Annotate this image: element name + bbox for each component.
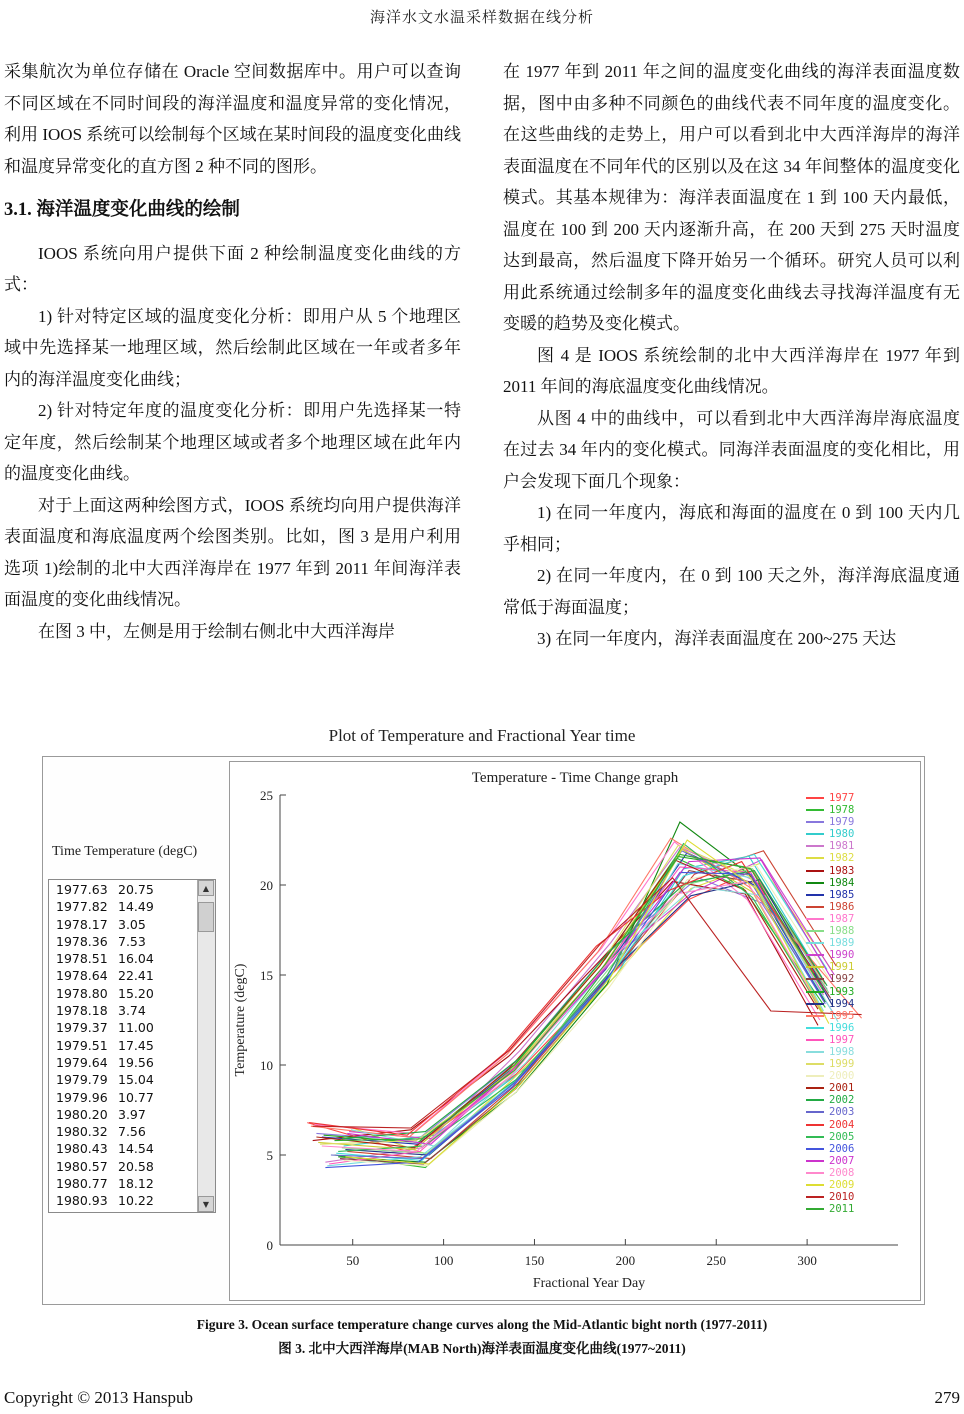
legend-line-swatch — [806, 1039, 824, 1041]
legend-entry — [806, 1034, 916, 1046]
temperature-list-rows — [49, 881, 195, 1210]
legend-entry — [806, 949, 916, 961]
legend-entry — [806, 961, 916, 973]
list-item[interactable]: 1978.36 7.53 — [56, 933, 146, 949]
footer-copyright: Copyright © 2013 Hanspub — [4, 1388, 194, 1407]
legend-year-label: 1978 — [829, 804, 855, 817]
legend-entry — [806, 901, 916, 913]
scrollbar-up-arrow-icon[interactable]: ▲ — [198, 880, 214, 896]
section-heading: 3.1. 海洋温度变化曲线的绘制 — [4, 200, 240, 220]
legend-entry — [806, 913, 916, 925]
legend-line-swatch — [806, 1015, 824, 1017]
legend-entry — [806, 925, 916, 937]
x-tick-label: 300 — [797, 1253, 817, 1268]
series-line-1988 — [342, 869, 829, 1153]
legend-year-label: 1977 — [829, 792, 855, 804]
x-axis-label: Fractional Year Day — [532, 1276, 646, 1291]
legend-year-label: 1983 — [829, 864, 855, 877]
legend-line-swatch — [806, 1184, 824, 1186]
legend-line-swatch — [806, 1051, 824, 1053]
list-scrollbar[interactable] — [197, 880, 215, 1212]
legend-entry — [806, 1094, 916, 1106]
legend-year-label: 1979 — [829, 816, 855, 829]
legend-entry — [806, 1179, 916, 1191]
legend-entry — [806, 792, 916, 804]
list-item[interactable]: 1978.64 22.41 — [56, 968, 154, 984]
legend-entry — [806, 1167, 916, 1179]
list-item[interactable]: 1980.43 14.54 — [56, 1141, 154, 1157]
list-item[interactable]: 1979.64 19.56 — [56, 1054, 154, 1070]
legend-year-label: 1980 — [829, 828, 855, 841]
legend-line-swatch — [806, 930, 824, 932]
paragraph: 2) 在同一年度内，在 0 到 100 天之外，海洋海底温度通常低于海面温度； — [503, 566, 960, 617]
legend-line-swatch — [806, 991, 824, 993]
series-line-2004 — [309, 862, 814, 1136]
legend-year-label: 1982 — [829, 852, 855, 865]
scrollbar-down-arrow-icon[interactable]: ▼ — [198, 1196, 214, 1212]
legend-entry — [806, 1106, 916, 1118]
series-line-1998 — [351, 887, 838, 1146]
legend-line-swatch — [806, 978, 824, 980]
legend-line-swatch — [806, 966, 824, 968]
list-item[interactable]: 1979.51 17.45 — [56, 1037, 154, 1053]
paragraph: 对于上面这两种绘图方式，IOOS 系统均向用户提供海洋表面温度和海底温度两个绘图类别。比如，图 3 是用户利用选项 1)绘制的北中大西洋海岸在 1977 年到 2011 年间海洋表面温度的变化曲线情况。 — [4, 495, 461, 609]
paragraph: 在图 3 中，左侧是用于绘制右侧北中大西洋海岸 — [38, 621, 395, 641]
legend-line-swatch — [806, 1124, 824, 1126]
paragraph: 1) 针对特定区域的温度变化分析：即用户从 5 个地理区域中先选择某一地理区域，然后绘制此区域在一年或者多年内的海洋温度变化曲线； — [4, 306, 461, 389]
legend-year-label: 2001 — [829, 1082, 855, 1095]
y-tick-label: 25 — [260, 788, 273, 803]
page-header-title: 海洋水文水温采样数据在线分析 — [369, 10, 594, 26]
legend-line-swatch — [806, 918, 824, 920]
legend-line-swatch — [806, 1160, 824, 1162]
legend-year-label: 1999 — [829, 1058, 855, 1071]
legend-line-swatch — [806, 870, 824, 872]
legend-year-label: 1997 — [829, 1033, 855, 1046]
legend-line-swatch — [806, 809, 824, 811]
scrollbar-thumb[interactable] — [198, 902, 214, 932]
legend-year-label: 2005 — [829, 1130, 855, 1143]
legend-entry — [806, 1119, 916, 1131]
legend-entry — [806, 1058, 916, 1070]
y-tick-label: 20 — [260, 878, 273, 893]
legend-entry — [806, 804, 916, 816]
y-tick-label: 15 — [260, 968, 273, 983]
legend-line-swatch — [806, 857, 824, 859]
legend-year-label: 2011 — [829, 1203, 855, 1216]
legend-entry — [806, 1191, 916, 1203]
legend-line-swatch — [806, 1208, 824, 1210]
legend-line-swatch — [806, 845, 824, 847]
legend-line-swatch — [806, 1087, 824, 1089]
legend-year-label: 1981 — [829, 840, 855, 853]
legend-year-label: 1992 — [829, 973, 855, 986]
y-tick-label: 5 — [266, 1148, 273, 1163]
legend-year-label: 1985 — [829, 888, 855, 901]
legend-line-swatch — [806, 1027, 824, 1029]
legend-entry — [806, 1143, 916, 1155]
legend-entry — [806, 937, 916, 949]
legend-year-label: 2009 — [829, 1179, 855, 1191]
legend-year-label: 2007 — [829, 1154, 855, 1167]
legend-year-label: 1988 — [829, 925, 855, 938]
legend-line-swatch — [806, 1148, 824, 1150]
x-tick-label: 200 — [615, 1253, 636, 1268]
legend-line-swatch — [806, 1063, 824, 1065]
list-item[interactable]: 1980.93 10.22 — [56, 1193, 154, 1209]
legend-line-swatch — [806, 906, 824, 908]
legend-year-label: 1993 — [829, 985, 855, 998]
paragraph: 从图 4 中的曲线中，可以看到北中大西洋海岸海底温度在过去 34 年内的变化模式。同海洋表面温度的变化相比，用户会发现下面几个现象： — [503, 408, 960, 491]
list-item[interactable]: 1980.32 7.56 — [56, 1124, 146, 1140]
legend-line-swatch — [806, 833, 824, 835]
list-item[interactable]: 1980.57 20.58 — [56, 1158, 154, 1174]
list-item[interactable]: 1980.20 3.97 — [56, 1106, 146, 1122]
chart-legend — [806, 792, 916, 1215]
legend-entry — [806, 1046, 916, 1058]
legend-year-label: 2003 — [829, 1106, 855, 1119]
y-tick-label: 0 — [266, 1238, 273, 1253]
legend-entry — [806, 816, 916, 828]
figure-caption-zh: 图 3. 北中大西洋海岸(MAB North)海洋表面温度变化曲线(1977~2011) — [278, 1341, 686, 1356]
legend-line-swatch — [806, 1003, 824, 1005]
legend-line-swatch — [806, 797, 824, 799]
series-line-1999 — [320, 845, 822, 1144]
left-column — [4, 56, 461, 647]
list-item[interactable]: 1979.79 15.04 — [56, 1072, 154, 1088]
legend-year-label: 2008 — [829, 1166, 855, 1179]
legend-year-label: 1991 — [829, 961, 855, 974]
legend-entry — [806, 986, 916, 998]
legend-line-swatch — [806, 1172, 824, 1174]
right-column — [503, 56, 960, 655]
list-item[interactable]: 1977.82 14.49 — [56, 899, 154, 915]
paragraph: 2) 针对特定年度的温度变化分析：即用户先选择某一特定年度，然后绘制某个地理区域或者多个地理区域在此年内的温度变化曲线。 — [4, 401, 461, 483]
legend-year-label: 2006 — [829, 1142, 855, 1155]
legend-year-label: 1987 — [829, 912, 855, 925]
series-line-2000 — [344, 865, 829, 1166]
series-line-1987 — [315, 842, 820, 1134]
legend-line-swatch — [806, 1111, 824, 1113]
legend-line-swatch — [806, 1136, 824, 1138]
list-item[interactable]: 1978.51 16.04 — [56, 951, 154, 967]
legend-entry — [806, 1010, 916, 1022]
legend-entry — [806, 998, 916, 1010]
legend-year-label: 1984 — [829, 876, 855, 889]
graph-title: Temperature - Time Change graph — [471, 770, 679, 786]
legend-year-label: 1986 — [829, 900, 855, 913]
legend-entry — [806, 1203, 916, 1215]
legend-entry — [806, 840, 916, 852]
legend-entry — [806, 852, 916, 864]
legend-entry — [806, 865, 916, 877]
legend-entry — [806, 1022, 916, 1034]
legend-year-label: 1996 — [829, 1021, 855, 1034]
legend-year-label: 1995 — [829, 1009, 855, 1022]
legend-line-swatch — [806, 821, 824, 823]
x-tick-label: 250 — [706, 1253, 726, 1268]
legend-line-swatch — [806, 882, 824, 884]
legend-year-label: 2004 — [829, 1118, 855, 1131]
legend-year-label: 1989 — [829, 937, 855, 950]
paragraph: 采集航次为单位存储在 Oracle 空间数据库中。用户可以查询不同区域在不同时间段的海洋温度和温度异常的变化情况，利用 IOOS 系统可以绘制每个区域在某时间段的温度变化曲线和温度异常变化的直方图 2 种不同的图形。 — [4, 62, 461, 176]
list-item[interactable]: 1978.80 15.20 — [56, 985, 154, 1001]
y-axis-label: Temperature (degC) — [233, 963, 248, 1077]
list-item[interactable]: 1978.18 3.74 — [56, 1003, 146, 1019]
paragraph: 在 1977 年到 2011 年之间的温度变化曲线的海洋表面温度数据，图中由多种不同颜色的曲线代表不同年度的温度变化。在这些曲线的走势上，用户可以看到北中大西洋海岸的海洋表面温度在不同年代的区别以及在这 34 年间整体的温度变化模式。其基本规律为：海洋表面温度在 1 到 100 天内最低，温度在 100 到 200 天内逐渐升高，在 200 天到 275 天时温度达到最高，然后温度下降开始另一个循环。研究人员可以利用此系统通过绘制多年的温度变化曲线去寻找海洋温度有无变暖的趋势及变化模式。 — [503, 62, 960, 333]
list-item[interactable]: 1977.63 20.75 — [56, 882, 154, 897]
legend-year-label: 2000 — [829, 1070, 855, 1083]
legend-entry — [806, 877, 916, 889]
legend-line-swatch — [806, 1099, 824, 1101]
legend-entry — [806, 1131, 916, 1143]
x-tick-label: 150 — [524, 1253, 545, 1268]
x-tick-label: 100 — [433, 1253, 454, 1268]
paragraph: IOOS 系统向用户提供下面 2 种绘制温度变化曲线的方式： — [4, 243, 461, 294]
list-label: Time Temperature (degC) — [52, 844, 198, 859]
x-tick-label: 50 — [346, 1253, 360, 1268]
legend-entry — [806, 889, 916, 901]
legend-line-swatch — [806, 1075, 824, 1077]
legend-line-swatch — [806, 1196, 824, 1198]
legend-line-swatch — [806, 942, 824, 944]
legend-year-label: 1990 — [829, 949, 855, 962]
paragraph: 图 4 是 IOOS 系统绘制的北中大西洋海岸在 1977 年到 2011 年间的海底温度变化曲线情况。 — [503, 345, 960, 396]
list-item[interactable]: 1978.17 3.05 — [56, 916, 146, 932]
list-item[interactable]: 1980.77 18.12 — [56, 1176, 154, 1192]
legend-year-label: 1994 — [829, 997, 855, 1010]
paragraph: 3) 在同一年度内，海洋表面温度在 200~275 天达 — [537, 629, 897, 648]
legend-entry — [806, 973, 916, 985]
paragraph: 1) 在同一年度内，海底和海面的温度在 0 到 100 天内几乎相同； — [503, 503, 960, 554]
graph-panel — [229, 761, 921, 1301]
list-item[interactable]: 1979.96 10.77 — [56, 1089, 154, 1105]
legend-entry — [806, 1082, 916, 1094]
legend-line-swatch — [806, 954, 824, 956]
legend-entry — [806, 1070, 916, 1082]
temperature-list[interactable] — [48, 879, 216, 1213]
legend-year-label: 2002 — [829, 1094, 855, 1107]
legend-year-label: 2010 — [829, 1191, 855, 1204]
list-item[interactable]: 1979.37 11.00 — [56, 1020, 154, 1036]
figure-box — [42, 756, 925, 1305]
figure-plot-title: Plot of Temperature and Fractional Year time — [328, 726, 636, 745]
footer-page-number: 279 — [934, 1388, 960, 1407]
figure-caption-en: Figure 3. Ocean surface temperature change curves along the Mid-Atlantic bight north (1977-2011) — [196, 1317, 768, 1332]
legend-entry — [806, 1155, 916, 1167]
legend-entry — [806, 828, 916, 840]
legend-year-label: 1998 — [829, 1045, 855, 1058]
y-tick-label: 10 — [260, 1058, 273, 1073]
legend-line-swatch — [806, 894, 824, 896]
